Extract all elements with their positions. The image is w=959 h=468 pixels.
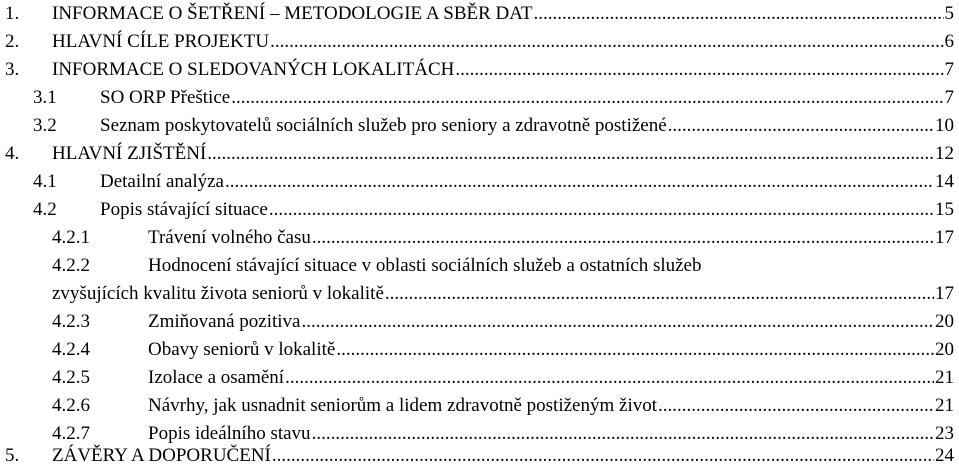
toc-entry-title[interactable]: Trávení volného času	[148, 227, 311, 248]
dot-leader	[455, 59, 943, 81]
toc-entry-title[interactable]: Popis stávající situace	[100, 199, 268, 220]
toc-entry-number: 3.1	[33, 87, 57, 108]
toc-entry[interactable]	[0, 3, 959, 25]
toc-entry-page[interactable]: 21	[935, 395, 954, 416]
toc-entry-title[interactable]: Detailní analýza	[100, 171, 224, 192]
toc-entry-title[interactable]: HLAVNÍ ZJIŠTĚNÍ	[52, 143, 207, 164]
toc-entry-title[interactable]: SO ORP Přeštice	[100, 87, 231, 108]
dot-leader	[269, 199, 934, 221]
toc-entry-page[interactable]: 10	[935, 115, 954, 136]
toc-entry-number: 4.2.5	[52, 367, 90, 388]
toc-entry-number: 4.2	[33, 199, 57, 220]
toc-entry[interactable]	[0, 115, 959, 137]
toc-entry[interactable]	[0, 31, 959, 53]
toc-entry-page[interactable]: 17	[935, 227, 954, 248]
toc-entry-title-continuation[interactable]: zvyšujících kvalitu života seniorů v lokalitě	[52, 283, 384, 304]
toc-entry-page[interactable]: 12	[935, 143, 954, 164]
toc-entry-title[interactable]: Hodnocení stávající situace v oblasti sociálních služeb a ostatních služeb	[148, 255, 702, 276]
toc-entry-number: 4.2.7	[52, 423, 90, 444]
toc-entry[interactable]	[0, 171, 959, 193]
toc-entry-number: 4.	[5, 143, 20, 164]
toc-entry[interactable]	[0, 143, 959, 165]
dot-leader	[668, 115, 934, 137]
toc-entry-page[interactable]: 24	[935, 445, 954, 466]
toc-entry-number: 4.1	[33, 171, 57, 192]
toc-entry-title[interactable]: Návrhy, jak usnadnit seniorům a lidem zdravotně postiženým život	[148, 395, 658, 416]
dot-leader	[207, 143, 934, 165]
dot-leader	[270, 31, 943, 53]
toc-entry-page[interactable]: 23	[935, 423, 954, 444]
toc-entry-number: 4.2.2	[52, 255, 90, 276]
toc-entry-number: 4.2.4	[52, 339, 90, 360]
toc-entry-page[interactable]: 20	[935, 339, 954, 360]
toc-entry-continuation[interactable]	[0, 283, 959, 305]
dot-leader	[658, 395, 934, 417]
toc-entry-title[interactable]: INFORMACE O ŠETŘENÍ – METODOLOGIE A SBĚR DAT	[52, 3, 533, 24]
toc-entry[interactable]	[0, 445, 959, 467]
toc-entry-number: 3.	[5, 59, 20, 80]
toc-entry[interactable]	[0, 255, 959, 277]
toc-entry[interactable]	[0, 311, 959, 333]
toc-entry-page[interactable]: 21	[935, 367, 954, 388]
toc-entry-title[interactable]: Seznam poskytovatelů sociálních služeb pro seniory a zdravotně postižené	[100, 115, 667, 136]
dot-leader	[285, 367, 934, 389]
dot-leader	[231, 87, 943, 109]
dot-leader	[225, 171, 934, 193]
dot-leader	[336, 339, 934, 361]
dot-leader	[272, 445, 934, 467]
toc-entry[interactable]	[0, 339, 959, 361]
toc-entry-page[interactable]: 15	[935, 199, 954, 220]
toc-entry[interactable]	[0, 367, 959, 389]
toc-entry-page[interactable]: 7	[944, 59, 954, 80]
dot-leader	[385, 283, 934, 305]
toc-entry[interactable]	[0, 423, 959, 445]
toc-entry-page[interactable]: 7	[944, 87, 954, 108]
toc-entry-title[interactable]: Popis ideálního stavu	[148, 423, 311, 444]
toc-entry-number: 5.	[5, 445, 20, 466]
dot-leader	[312, 227, 934, 249]
toc-entry-page[interactable]: 17	[935, 283, 954, 304]
toc-entry-number: 2.	[5, 31, 20, 52]
toc-entry[interactable]	[0, 227, 959, 249]
toc-entry-number: 4.2.6	[52, 395, 90, 416]
toc-entry-title[interactable]: HLAVNÍ CÍLE PROJEKTU	[52, 31, 270, 52]
toc-entry[interactable]	[0, 59, 959, 81]
toc-entry-page[interactable]: 5	[944, 3, 954, 24]
toc-entry-page[interactable]: 14	[935, 171, 954, 192]
dot-leader	[312, 423, 934, 445]
toc-entry-page[interactable]: 6	[944, 31, 954, 52]
toc-entry-number: 4.2.3	[52, 311, 90, 332]
toc-entry-title[interactable]: Izolace a osamění	[148, 367, 285, 388]
toc-entry-number: 3.2	[33, 115, 57, 136]
toc-entry-title[interactable]: INFORMACE O SLEDOVANÝCH LOKALITÁCH	[52, 59, 455, 80]
toc-entry-title[interactable]: ZÁVĚRY A DOPORUČENÍ	[52, 445, 271, 466]
toc-entry-title[interactable]: Obavy seniorů v lokalitě	[148, 339, 336, 360]
toc-entry[interactable]	[0, 87, 959, 109]
dot-leader	[301, 311, 934, 333]
toc-entry[interactable]	[0, 199, 959, 221]
toc-entry[interactable]	[0, 395, 959, 417]
toc-entry-number: 4.2.1	[52, 227, 90, 248]
toc-entry-page[interactable]: 20	[935, 311, 954, 332]
toc-entry-number: 1.	[5, 3, 20, 24]
dot-leader	[533, 3, 943, 25]
toc-entry-title[interactable]: Zmiňovaná pozitiva	[148, 311, 301, 332]
